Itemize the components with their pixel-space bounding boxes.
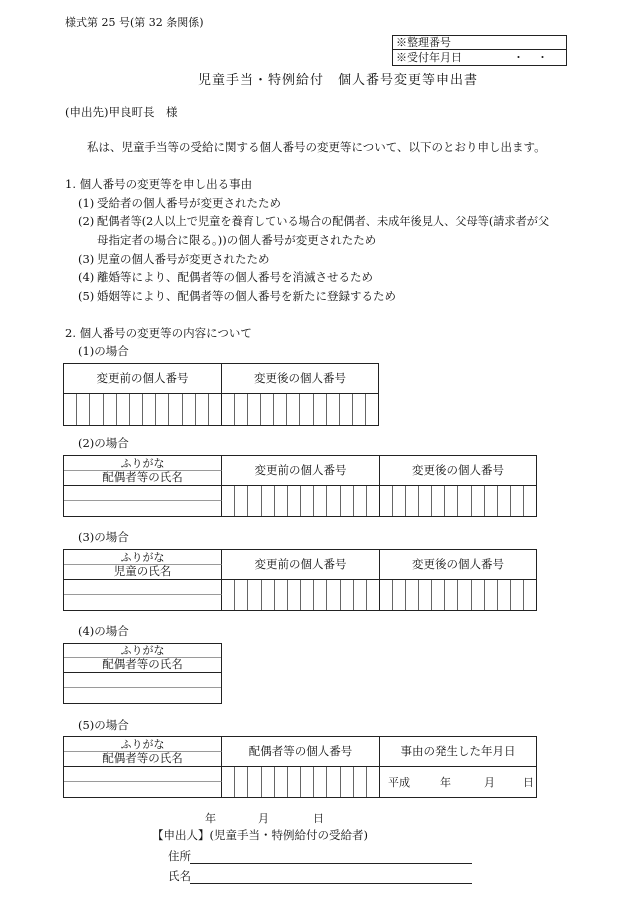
digit-cell[interactable]: [275, 486, 288, 516]
digit-cell[interactable]: [354, 580, 367, 610]
reason-number: (5): [78, 289, 95, 303]
digit-cell[interactable]: [458, 580, 471, 610]
digit-cell[interactable]: [248, 767, 261, 797]
furigana-field[interactable]: [64, 767, 222, 782]
spouse-name-field[interactable]: [64, 501, 222, 516]
digit-cell[interactable]: [393, 580, 406, 610]
submission-month-label: 月: [258, 812, 269, 825]
digit-cell[interactable]: [445, 486, 458, 516]
digit-cell[interactable]: [366, 394, 378, 425]
spouse-number-digits: [222, 767, 380, 797]
reason-number: (1): [78, 196, 95, 210]
address-label: 住所: [168, 849, 191, 863]
digit-cell[interactable]: [248, 394, 261, 425]
digit-cell[interactable]: [288, 486, 301, 516]
digit-cell[interactable]: [393, 486, 406, 516]
spouse-name-header: 配偶者等の氏名: [64, 471, 222, 486]
after-number-header: 変更後の個人番号: [380, 456, 536, 486]
case5-caption: (5)の場合: [78, 718, 129, 732]
submission-year-label: 年: [205, 812, 216, 825]
case1-caption: (1)の場合: [78, 344, 129, 358]
digit-cell[interactable]: [262, 580, 275, 610]
digit-cell[interactable]: [301, 580, 314, 610]
spouse-name-header: 配偶者等の氏名: [64, 752, 222, 767]
digit-cell[interactable]: [262, 767, 275, 797]
digit-cell[interactable]: [498, 580, 511, 610]
reason-text: 児童の個人番号が変更されたため: [97, 252, 270, 266]
case5-table: [63, 736, 537, 798]
digit-cell[interactable]: [183, 394, 196, 425]
after-number-digits: [380, 486, 536, 516]
digit-cell[interactable]: [367, 767, 379, 797]
digit-cell[interactable]: [156, 394, 169, 425]
event-date-field[interactable]: [380, 767, 536, 797]
furigana-header: ふりがな: [64, 737, 222, 752]
digit-cell[interactable]: [327, 486, 340, 516]
reason-text: 離婚等により、配偶者等の個人番号を消滅させるため: [97, 270, 373, 284]
applicant-name-field[interactable]: [190, 883, 472, 884]
digit-cell[interactable]: [196, 394, 209, 425]
digit-cell[interactable]: [288, 580, 301, 610]
digit-cell[interactable]: [222, 580, 235, 610]
digit-cell[interactable]: [248, 580, 261, 610]
digit-cell[interactable]: [485, 486, 498, 516]
digit-cell[interactable]: [353, 394, 366, 425]
digit-cell[interactable]: [143, 394, 156, 425]
digit-cell[interactable]: [498, 486, 511, 516]
furigana-field[interactable]: [64, 486, 222, 501]
before-number-digits: [222, 580, 380, 610]
after-number-digits: [222, 394, 378, 425]
case4-table: [63, 643, 222, 704]
digit-cell[interactable]: [485, 580, 498, 610]
digit-cell[interactable]: [235, 394, 248, 425]
month-label: 月: [484, 776, 495, 789]
digit-cell[interactable]: [472, 486, 485, 516]
furigana-header: ふりがな: [64, 644, 221, 658]
furigana-header: ふりがな: [64, 456, 222, 471]
digit-cell[interactable]: [432, 486, 445, 516]
digit-cell[interactable]: [300, 394, 313, 425]
statement: 私は、児童手当等の受給に関する個人番号の変更等について、以下のとおり申し出ます。: [87, 140, 546, 154]
digit-cell[interactable]: [301, 767, 314, 797]
digit-cell[interactable]: [341, 486, 354, 516]
before-number-header: 変更前の個人番号: [222, 550, 380, 580]
digit-cell[interactable]: [354, 767, 367, 797]
applicant-heading: 【申出人】(児童手当・特例給付の受給者): [152, 828, 368, 842]
before-number-digits: [222, 486, 380, 516]
event-date-header: 事由の発生した年月日: [380, 737, 536, 767]
digit-cell[interactable]: [380, 486, 393, 516]
digit-cell[interactable]: [104, 394, 117, 425]
digit-cell[interactable]: [274, 394, 287, 425]
case2-table: [63, 455, 537, 517]
case3-table: [63, 549, 537, 611]
digit-cell[interactable]: [340, 394, 353, 425]
furigana-field[interactable]: [64, 673, 221, 688]
digit-cell[interactable]: [222, 394, 235, 425]
digit-cell[interactable]: [222, 486, 235, 516]
case4-caption: (4)の場合: [78, 624, 129, 638]
digit-cell[interactable]: [314, 394, 327, 425]
case3-caption: (3)の場合: [78, 530, 129, 544]
digit-cell[interactable]: [222, 767, 235, 797]
child-name-field[interactable]: [64, 595, 222, 610]
digit-cell[interactable]: [130, 394, 143, 425]
digit-cell[interactable]: [511, 580, 524, 610]
office-use-box: [392, 35, 567, 66]
digit-cell[interactable]: [327, 580, 340, 610]
digit-cell[interactable]: [248, 486, 261, 516]
reference-number-label: ※整理番号: [393, 36, 566, 50]
digit-cell[interactable]: [406, 486, 419, 516]
digit-cell[interactable]: [235, 580, 248, 610]
digit-cell[interactable]: [341, 767, 354, 797]
case1-table: [63, 363, 379, 426]
digit-cell[interactable]: [287, 394, 300, 425]
digit-cell[interactable]: [367, 580, 379, 610]
digit-cell[interactable]: [432, 580, 445, 610]
digit-cell[interactable]: [209, 394, 221, 425]
case2-caption: (2)の場合: [78, 436, 129, 450]
reason-text: 受給者の個人番号が変更されたため: [97, 196, 281, 210]
digit-cell[interactable]: [275, 767, 288, 797]
furigana-field[interactable]: [64, 580, 222, 595]
year-label: 年: [440, 776, 451, 789]
reason-text-continuation: 母指定者の場合に限る。))の個人番号が変更されたため: [97, 233, 377, 247]
spouse-name-field[interactable]: [64, 688, 221, 703]
digit-cell[interactable]: [235, 486, 248, 516]
before-number-header: 変更前の個人番号: [222, 456, 380, 486]
digit-cell[interactable]: [445, 580, 458, 610]
digit-cell[interactable]: [472, 580, 485, 610]
reason-number: (2): [78, 214, 95, 228]
digit-cell[interactable]: [235, 767, 248, 797]
submission-day-label: 日: [313, 812, 324, 825]
before-number-header: 変更前の個人番号: [64, 364, 222, 394]
spouse-name-field[interactable]: [64, 782, 222, 797]
spouse-name-header: 配偶者等の氏名: [64, 658, 221, 673]
form-number: 様式第 25 号(第 32 条関係): [65, 16, 204, 29]
digit-cell[interactable]: [77, 394, 90, 425]
before-number-digits: [64, 394, 222, 425]
reason-number: (4): [78, 270, 95, 284]
digit-cell[interactable]: [301, 486, 314, 516]
furigana-header: ふりがな: [64, 550, 222, 565]
digit-cell[interactable]: [314, 580, 327, 610]
day-label: 日: [523, 776, 534, 789]
era-label: 平成: [388, 776, 410, 789]
digit-cell[interactable]: [419, 580, 432, 610]
digit-cell[interactable]: [288, 767, 301, 797]
receipt-date-separator: ・: [537, 51, 548, 64]
address-field[interactable]: [190, 863, 472, 864]
digit-cell[interactable]: [341, 580, 354, 610]
digit-cell[interactable]: [327, 767, 340, 797]
digit-cell[interactable]: [261, 394, 274, 425]
receipt-date-separator: ・: [513, 51, 524, 64]
digit-cell[interactable]: [524, 580, 536, 610]
child-name-header: 児童の氏名: [64, 565, 222, 580]
form-title: 児童手当・特例給付 個人番号変更等申出書: [198, 73, 479, 88]
applicant-name-label: 氏名: [168, 869, 191, 883]
reason-text: 配偶者等(2人以上で児童を養育している場合の配偶者、未成年後見人、父母等(請求者が父: [97, 215, 550, 228]
after-number-digits: [380, 580, 536, 610]
digit-cell[interactable]: [314, 486, 327, 516]
digit-cell[interactable]: [314, 767, 327, 797]
spouse-number-header: 配偶者等の個人番号: [222, 737, 380, 767]
digit-cell[interactable]: [367, 486, 379, 516]
digit-cell[interactable]: [275, 580, 288, 610]
digit-cell[interactable]: [524, 486, 536, 516]
digit-cell[interactable]: [354, 486, 367, 516]
digit-cell[interactable]: [380, 580, 393, 610]
digit-cell[interactable]: [511, 486, 524, 516]
digit-cell[interactable]: [419, 486, 432, 516]
reason-number: (3): [78, 252, 95, 266]
digit-cell[interactable]: [262, 486, 275, 516]
digit-cell[interactable]: [64, 394, 77, 425]
digit-cell[interactable]: [327, 394, 340, 425]
receipt-date-label: ※受付年月日: [396, 51, 462, 64]
digit-cell[interactable]: [458, 486, 471, 516]
digit-cell[interactable]: [117, 394, 130, 425]
reason-text: 婚姻等により、配偶者等の個人番号を新たに登録するため: [97, 289, 396, 303]
digit-cell[interactable]: [169, 394, 182, 425]
section1-heading: 1. 個人番号の変更等を申し出る事由: [65, 177, 253, 191]
digit-cell[interactable]: [90, 394, 103, 425]
after-number-header: 変更後の個人番号: [222, 364, 378, 394]
after-number-header: 変更後の個人番号: [380, 550, 536, 580]
section2-heading: 2. 個人番号の変更等の内容について: [65, 326, 252, 340]
digit-cell[interactable]: [406, 580, 419, 610]
addressee: (申出先)甲良町長 様: [65, 105, 178, 119]
